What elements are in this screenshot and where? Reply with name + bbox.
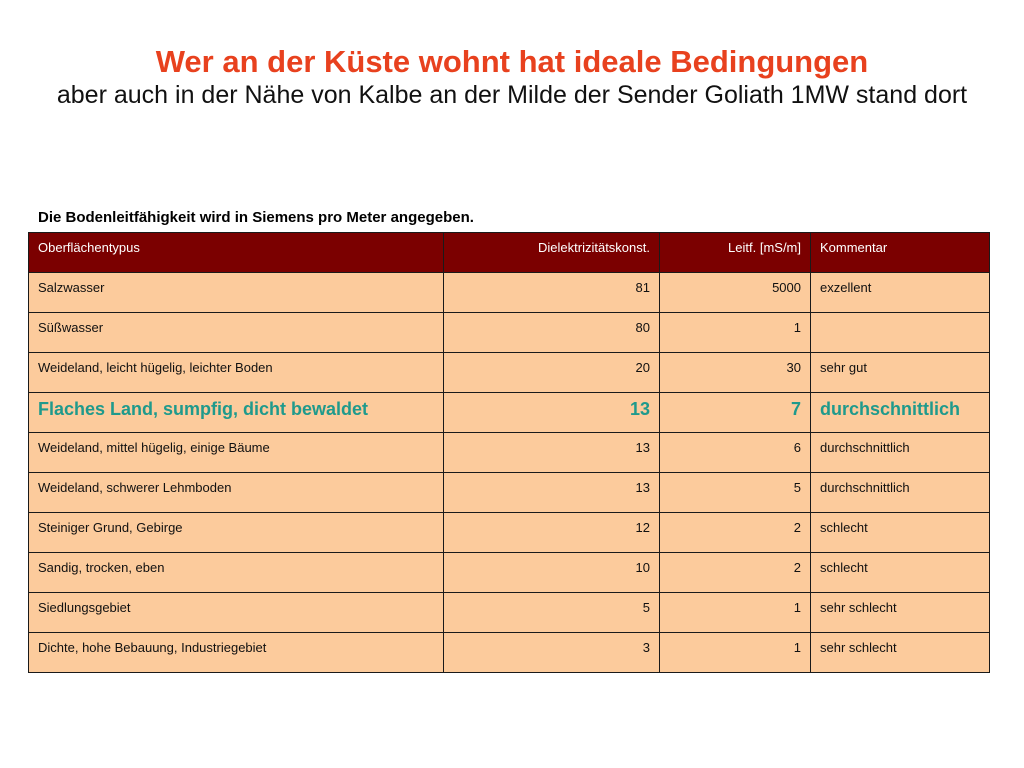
title-block <box>40 44 984 111</box>
cell-surface-type: Weideland, leicht hügelig, leichter Boden <box>29 353 444 393</box>
table-row <box>29 473 990 513</box>
cell-dielectric: 13 <box>444 433 660 473</box>
cell-conductivity: 1 <box>660 313 811 353</box>
cell-dielectric: 13 <box>444 473 660 513</box>
cell-surface-type: Sandig, trocken, eben <box>29 553 444 593</box>
slide-title: Wer an der Küste wohnt hat ideale Bedingungen <box>155 44 869 79</box>
slide-subtitle: aber auch in der Nähe von Kalbe an der Milde der Sender Goliath 1MW stand dort <box>56 81 968 109</box>
table-row <box>29 553 990 593</box>
cell-surface-type: Süßwasser <box>29 313 444 353</box>
cell-comment: schlecht <box>811 553 990 593</box>
table-header-row <box>29 233 990 273</box>
cell-conductivity: 1 <box>660 593 811 633</box>
cell-comment: durchschnittlich <box>811 393 990 433</box>
table-row <box>29 313 990 353</box>
cell-dielectric: 12 <box>444 513 660 553</box>
cell-surface-type: Weideland, mittel hügelig, einige Bäume <box>29 433 444 473</box>
cell-surface-type: Dichte, hohe Bebauung, Industriegebiet <box>29 633 444 673</box>
cell-conductivity: 7 <box>660 393 811 433</box>
cell-comment: schlecht <box>811 513 990 553</box>
cell-comment: durchschnittlich <box>811 473 990 513</box>
cell-surface-type: Salzwasser <box>29 273 444 313</box>
cell-surface-type: Siedlungsgebiet <box>29 593 444 633</box>
cell-dielectric: 10 <box>444 553 660 593</box>
cell-conductivity: 6 <box>660 433 811 473</box>
table-row <box>29 433 990 473</box>
cell-dielectric: 5 <box>444 593 660 633</box>
cell-conductivity: 2 <box>660 553 811 593</box>
header-dielectric: Dielektrizitätskonst. <box>444 233 660 273</box>
header-surface-type: Oberflächentypus <box>29 233 444 273</box>
cell-conductivity: 1 <box>660 633 811 673</box>
cell-comment: exzellent <box>811 273 990 313</box>
table-row <box>29 513 990 553</box>
cell-comment: durchschnittlich <box>811 433 990 473</box>
table-caption: Die Bodenleitfähigkeit wird in Siemens pro Meter angegeben. <box>38 209 474 226</box>
table-row <box>29 593 990 633</box>
cell-dielectric: 20 <box>444 353 660 393</box>
cell-comment <box>811 313 990 353</box>
conductivity-table <box>28 232 990 673</box>
cell-surface-type: Weideland, schwerer Lehmboden <box>29 473 444 513</box>
cell-comment: sehr schlecht <box>811 593 990 633</box>
table-row-highlighted <box>29 393 990 433</box>
cell-dielectric: 3 <box>444 633 660 673</box>
cell-conductivity: 30 <box>660 353 811 393</box>
cell-conductivity: 5 <box>660 473 811 513</box>
table-row <box>29 273 990 313</box>
cell-conductivity: 2 <box>660 513 811 553</box>
cell-dielectric: 80 <box>444 313 660 353</box>
cell-dielectric: 13 <box>444 393 660 433</box>
cell-conductivity: 5000 <box>660 273 811 313</box>
cell-comment: sehr gut <box>811 353 990 393</box>
cell-surface-type: Steiniger Grund, Gebirge <box>29 513 444 553</box>
table-row <box>29 353 990 393</box>
header-comment: Kommentar <box>811 233 990 273</box>
cell-comment: sehr schlecht <box>811 633 990 673</box>
cell-dielectric: 81 <box>444 273 660 313</box>
header-conductivity: Leitf. [mS/m] <box>660 233 811 273</box>
cell-surface-type: Flaches Land, sumpfig, dicht bewaldet <box>29 393 444 433</box>
table-row <box>29 633 990 673</box>
